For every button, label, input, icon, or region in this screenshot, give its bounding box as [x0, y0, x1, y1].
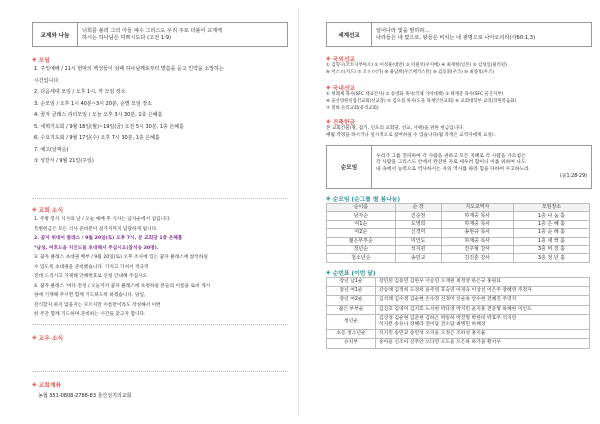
cell-table-title-text: 순모임 (순그룹 별 봄나눔): [332, 197, 400, 203]
bullet-icon: ◈: [32, 206, 37, 213]
table-cell: 1층 나 눔 홀: [513, 212, 589, 220]
news-title-text: 교회 소식: [38, 208, 64, 214]
table-cell: 하재중 목사: [441, 212, 513, 220]
intro-line: 하시는 하나님은 미쁘시도다 (고전 1:9): [82, 34, 172, 41]
vision-line: 나라들은 네 빛으로, 왕들은 비치는 네 광명으로 나아오리라(사60:1,3): [376, 34, 536, 41]
schedule-item: 3. 순모임 / 오후 1시 40분~3시 20분, 순별 모임 장소: [34, 100, 153, 107]
foreign-line: ① 김형구(코트디부아르) ② 이성훈(대만) ③ 이필선(우지베) ④ 최재현(일본) ⑤ 김성일(필리핀): [326, 63, 507, 68]
building-line: 매월 작정을 하시거나 일시적으로 참여하실 수 있습니다(월 작정은 교역자에게 요청).: [326, 133, 496, 138]
news-item: 2. 꿈자 위대어 클래스 / 9월 20일(토) 오후 7시, 본 교회당 1층 은혜홀: [34, 236, 183, 241]
schedule-item: 5. 새벽기도회 / 9월 18일(월)~19일(금) 오전 5시 30분, 1층 은혜홀: [34, 123, 184, 130]
dotted-divider: [32, 371, 288, 372]
schedule-item: ① 성찬식 / 9월 21일(주일): [34, 158, 94, 164]
bullet-icon: ◈: [326, 118, 331, 125]
table-cell: 신경미: [395, 229, 441, 237]
page-divider: [298, 8, 299, 416]
table-body: [327, 212, 590, 262]
dotted-divider: [32, 198, 288, 199]
table-cell: 송민교: [395, 254, 441, 262]
cell-verse: [372, 146, 591, 188]
table-row: [327, 229, 590, 237]
table-cell: 미인도: [395, 237, 441, 245]
news-item: 4. 꿈자 클래스 '여다 전정 / 오늘까지 꿈자 클래스에 초청하실 분들의 이름을 로비 게시: [34, 283, 211, 289]
table-cell: 남자순: [327, 212, 396, 220]
schedule-item: 1. 주일예배 / 11시 현악의 백성들이 섬패 하나님께로부터 말씀을 듣고 인약을 소망하는: [34, 66, 224, 72]
table-cell: 3층 청 년 홀: [513, 254, 589, 262]
column-header: 모임장소: [513, 204, 589, 212]
table-row: [327, 314, 590, 329]
news-item: *남성, 여호드움 지인드들 초대해서 주십시오(참석송 30명).: [34, 245, 159, 251]
cell-line: 우리가 그를 전파하여 각 사람을 권하고 모든 지혜로 각 사람을 가르침은: [376, 153, 526, 159]
table-cell: 여1순: [327, 220, 396, 228]
duty-members: [376, 287, 590, 296]
bullet-icon: ◈: [326, 55, 331, 62]
building-line: 본 교회건물(땅, 집기, 인도의 교회당, 선교, 사택)을 위한 헌금입니다.: [326, 126, 464, 131]
table-cell: 1층 순 례 홀: [513, 229, 589, 237]
duty-title: [326, 268, 376, 277]
table-row: [327, 237, 590, 245]
left-column: [16, 0, 292, 424]
table-cell: 1층 은 혜 홀: [513, 220, 589, 228]
table-row: [327, 305, 590, 314]
schedule-item: 6. 수요기도회 / 9월 17일(수) 오후 7시 30분, 1층 은혜홀: [34, 135, 160, 141]
column-header: 순이름: [327, 204, 396, 212]
vision-key: 세계선교: [327, 23, 372, 46]
intro-box: [32, 22, 288, 47]
foreign-mission-title: [326, 54, 355, 63]
duty-members-line: 석지윈 송민교 송민성 오지윤 오정은 조하성 홍지율: [379, 331, 486, 337]
cell-line: 내 속에서 능력으로 역사하시는 자의 역사를 따라 힘을 다하여 수고하노라: [376, 167, 529, 172]
table-row: [327, 296, 590, 305]
duty-members-line: 강승례 김정희 도경희 윤주영 호숙연 이경숙 이상선 이은주 장혜영 주정자: [379, 288, 532, 294]
table-cell: 도영희: [395, 220, 441, 228]
duty-group: 젊은 부부순: [327, 305, 376, 314]
intro-key: 교제와 나눔: [33, 23, 78, 46]
column-header: 지도교역자: [441, 204, 513, 212]
schedule-item: 4. 꿈자 클래스 리더모임 / 오늘 오후 3시 30분, 1층 은혜홀: [34, 112, 163, 118]
cell-group-table: [326, 203, 590, 263]
table-body: [327, 278, 590, 349]
duty-title-text: 순번표 (이번 달): [332, 271, 376, 277]
domestic-line: ⑦ 밑바 유리교회(유리교회): [326, 106, 379, 111]
column-header: 순 장: [395, 204, 441, 212]
table-cell: 송현규 목사: [441, 229, 513, 237]
vision-line: 일어나라 빛을 발하라…: [376, 27, 430, 34]
members-title: [32, 333, 63, 342]
dotted-divider: [32, 324, 288, 325]
duty-group: 초등 청소년순: [327, 330, 376, 339]
bullet-icon: ◈: [32, 381, 37, 388]
news-item: 특별헌금은 모든 식사 준비분이 실가지까지 담당하게 됩니다.: [34, 226, 158, 232]
bullet-icon: ◈: [326, 269, 331, 276]
domestic-line: ① 위례제 목사(SFC 대표간사) ② 송영화 목사(국제 기아대책) ③ 태재준 목사(SFC 울산지부): [326, 92, 504, 97]
table-row: [327, 339, 590, 348]
duty-members-line: 장민된 김동민 김한우 서승연 오재원 최정영 하은규 홍원표: [379, 279, 501, 284]
table-cell: 하재중 목사: [441, 220, 513, 228]
vision-verse: [372, 23, 591, 46]
news-item: 잔식할지 하지 않을지는 모르지만 이름만이라도 작성해서 이번: [34, 302, 161, 308]
cell-group-box: [326, 145, 592, 189]
domestic-mission-title: [326, 83, 355, 92]
cell-table-title: [326, 194, 400, 203]
domestic-title-text: 국내선교: [332, 86, 356, 92]
schedule-item: 7. 예고(날짜순): [34, 146, 69, 153]
duty-members-line: 김석례 김수정 김순현 손수정 신경미 신순옥 안수현 전혜진 주영지: [379, 297, 517, 303]
table-cell: 젊은부부순: [327, 237, 396, 245]
news-item: 한 주간 함께 기도하며 준비하는 시간을 갖고자 합니다.: [34, 312, 146, 317]
schedule-title: [32, 55, 50, 64]
duty-group: 장년 남1순: [327, 278, 376, 287]
building-fund-title: [326, 117, 355, 126]
duty-members: [376, 339, 590, 348]
foreign-line: ⑥ 이스ㅇ(지드) ⑦ 오ㅇㅇ(카) ⑧ 용남희(우즈베키스탄) ⑨ 김동휘(우즈) ⑩ 최종호(우즈): [326, 70, 495, 75]
table-cell: 전주형 강사: [441, 245, 513, 253]
duty-members-line: 송아윤 신조아 신주안 오다연 오도윤 오은하 하가을 황서우: [379, 340, 501, 346]
bullet-icon: ◈: [32, 334, 37, 341]
duty-members: [376, 314, 590, 329]
intro-verse: [78, 23, 287, 46]
duty-members: [376, 296, 590, 305]
table-row: [327, 212, 590, 220]
duty-members-line: 김상경 김순현 김준현 김하은 박동하 박진형 박한비 박효주 석지윈: [379, 315, 517, 321]
news-item: 3. 꿈자 클래스 초대권 배부 / 9월 20일(토) 오후 조사에 있는 꿈자 클래스에 참석하실: [34, 255, 208, 260]
account-title: [32, 380, 61, 389]
news-title: [32, 205, 63, 214]
duty-members: [376, 330, 590, 339]
cell-line: (골1:28-29): [560, 173, 587, 179]
vision-box: [326, 22, 592, 47]
cell-key: 순모임: [327, 146, 372, 188]
table-cell: 김진훈 강사: [441, 254, 513, 262]
schedule-title-text: 모임: [38, 58, 50, 64]
table-cell: 석지윈: [395, 245, 441, 253]
news-item: 수 있도록 초대권을 준비했습니다. 가지고 가셔서 적극적: [34, 264, 149, 270]
table-header-row: [327, 204, 590, 212]
account-text: 농협 351-0808-2788-83 울산성지의교회: [38, 393, 132, 399]
duty-members-line: 석지완 송유나 장혜라 전미담 전소담 최병민 하혜성: [379, 322, 486, 328]
table-row: [327, 245, 590, 253]
table-cell: 1층 새 싹 홀: [513, 237, 589, 245]
news-item: 전데 드리시고 기제해 안해번호로 신청 안내해 주십시오.: [34, 274, 149, 279]
duty-members: [376, 278, 590, 287]
schedule-item: 2. 다음세대 모임 / 오후 1시, 각 모임 장소: [34, 89, 126, 95]
table-row: [327, 287, 590, 296]
table-row: [327, 278, 590, 287]
right-column: [310, 0, 592, 424]
account-title-text: 교회계좌: [38, 383, 62, 389]
duty-group: 유치부: [327, 339, 376, 348]
table-cell: 청소년순: [327, 254, 396, 262]
table-cell: 진순천: [395, 212, 441, 220]
bullet-icon: ◈: [32, 56, 37, 63]
table-cell: 3층 비 전 홀: [513, 245, 589, 253]
cell-line: 각 사람을 그리스도 안에서 완전한 자로 세우려 함이니 이를 위하여 나도: [376, 160, 526, 166]
foreign-title-text: 국외선교: [332, 57, 356, 63]
duty-group: 청년순: [327, 314, 376, 329]
bullet-icon: ◈: [326, 195, 331, 202]
news-item: 판에 기재해 주시면 함께 기도하도록 하겠습니다. 당일,: [34, 293, 146, 298]
building-title-text: 건축헌금: [332, 120, 356, 126]
duty-group: 장년 여1순: [327, 287, 376, 296]
news-item: 1. 주방 봉사 식사의 날 / 오늘 예배 후 식사는 남자순에서 섬깁니다.: [34, 217, 172, 222]
table-cell: 하재중 목사: [441, 237, 513, 245]
schedule-item: 시간입니다.: [34, 77, 60, 84]
table-row: [327, 220, 590, 228]
duty-members-line: 김진호 김영미 김지호 노서현 박다영 박지민 윤지훈 전준형 하혜현 미인도: [379, 306, 532, 312]
domestic-line: ④ 울산영원실업선교회(선교장) ⑤ 김요섭 목사(도울 목재인선교회) ⑥ 교회대학부 교역(학원복음화): [326, 99, 517, 104]
table-row: [327, 330, 590, 339]
table-cell: 여2순: [327, 229, 396, 237]
table-row: [327, 254, 590, 262]
duty-group: 장년 여2순: [327, 296, 376, 305]
table-cell: 청년순: [327, 245, 396, 253]
members-title-text: 교우 소식: [38, 336, 64, 342]
bullet-icon: ◈: [326, 84, 331, 91]
intro-line: 너희를 불러 그의 아들 예수 그리스도 우리 주로 더불어 교제케: [82, 27, 223, 34]
duty-members: [376, 305, 590, 314]
duty-table: [326, 277, 590, 349]
